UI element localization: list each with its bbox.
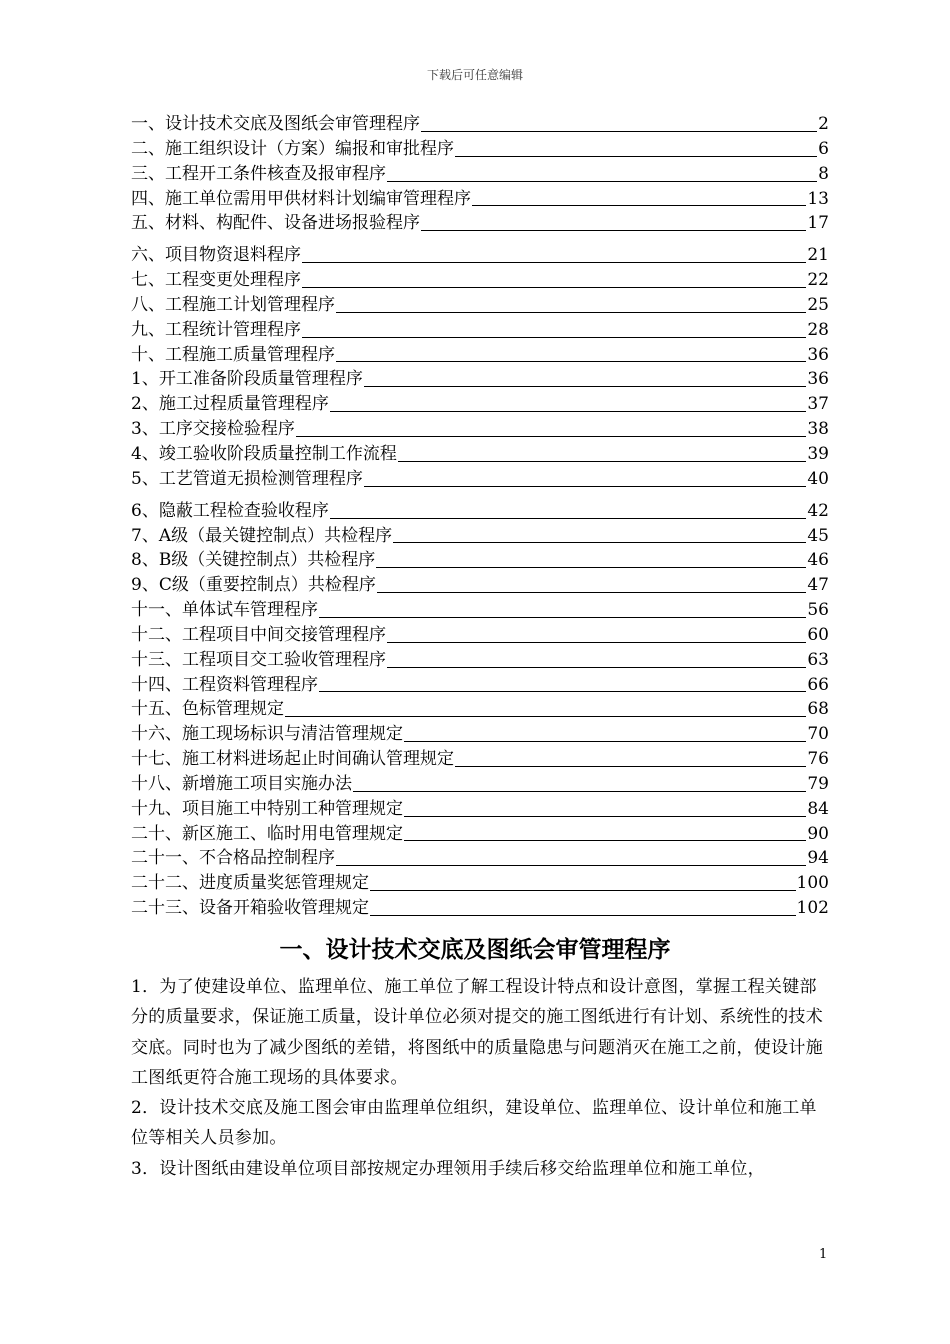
toc-entry[interactable]: [131, 871, 829, 896]
toc-entry-page: 84: [807, 798, 829, 819]
toc-leader-line: [353, 791, 806, 792]
toc-entry[interactable]: [131, 598, 829, 623]
toc-entry-page: 47: [807, 575, 829, 596]
toc-entry[interactable]: [131, 822, 829, 847]
toc-entry[interactable]: [131, 112, 829, 137]
toc-entry-page: 36: [807, 369, 829, 390]
toc-entry[interactable]: [131, 343, 829, 368]
toc-entry[interactable]: [131, 467, 829, 492]
toc-leader-line: [393, 542, 806, 543]
toc-entry-page: 22: [807, 270, 829, 291]
page-header: 下载后可任意编辑: [426, 68, 523, 82]
toc-leader-line: [364, 486, 807, 487]
toc-leader-line: [455, 156, 817, 157]
toc-leader-line: [421, 230, 806, 231]
toc-leader-line: [330, 411, 807, 412]
toc-entry[interactable]: [131, 722, 829, 747]
toc-leader-line: [398, 461, 807, 462]
toc-entry-page: 17: [807, 213, 829, 234]
toc-entry[interactable]: [131, 243, 829, 268]
toc-entry[interactable]: [131, 392, 829, 417]
toc-entry-title: 十四、工程资料管理程序: [131, 674, 318, 695]
toc-entry-title: 十八、新增施工项目实施办法: [131, 773, 352, 794]
toc-entry-title: 十九、项目施工中特别工种管理规定: [131, 798, 403, 819]
toc-entry-title: 十、工程施工质量管理程序: [131, 344, 335, 365]
toc-leader-line: [387, 642, 806, 643]
toc-entry-page: 45: [807, 525, 829, 546]
toc-entry[interactable]: [131, 442, 829, 467]
toc-leader-line: [387, 667, 806, 668]
toc-entry[interactable]: [131, 137, 829, 162]
toc-entry-title: 2、施工过程质量管理程序: [131, 394, 329, 415]
toc-entry-title: 二十一、不合格品控制程序: [131, 848, 335, 869]
toc-leader-line: [336, 312, 806, 313]
toc-leader-line: [302, 337, 806, 338]
toc-entry-title: 四、施工单位需用甲供材料计划编审管理程序: [131, 188, 471, 209]
toc-entry-page: 70: [807, 724, 829, 745]
toc-entry-title: 一、设计技术交底及图纸会审管理程序: [131, 114, 420, 134]
toc-leader-line: [377, 592, 807, 593]
toc-entry[interactable]: [131, 187, 829, 212]
toc-entry-page: 40: [807, 468, 829, 489]
toc-entry-title: 8、B级（关键控制点）共检程序: [131, 550, 376, 571]
toc-entry-title: 二十、新区施工、临时用电管理规定: [131, 823, 403, 844]
toc-entry-page: 38: [807, 419, 829, 440]
toc-leader-line: [330, 518, 807, 519]
toc-entry-page: 28: [807, 319, 829, 340]
toc-leader-line: [302, 287, 806, 288]
toc-leader-line: [387, 181, 817, 182]
toc-leader-line: [370, 890, 796, 891]
toc-entry-title: 十六、施工现场标识与清洁管理规定: [131, 724, 403, 745]
toc-entry-title: 五、材料、构配件、设备进场报验程序: [131, 213, 420, 234]
toc-entry-page: 60: [807, 624, 829, 645]
toc-entry-page: 66: [807, 674, 829, 695]
section-title: 一、设计技术交底及图纸会审管理程序: [279, 937, 671, 963]
toc-entry[interactable]: [131, 697, 829, 722]
toc-entry[interactable]: [131, 846, 829, 871]
toc-entry-page: 102: [796, 898, 829, 919]
body-paragraph: 1．为了使建设单位、监理单位、施工单位了解工程设计特点和设计意图，掌握工程关键部分的质量要求，保证施工质量，设计单位必须对提交的施工图纸进行有计划、系统性的技术交底。同时也为了减少图纸的差错，将图纸中的质量隐患与问题消灭在施工之前，使设计施工图纸更符合施工现场的具体要求。: [131, 977, 823, 1088]
toc-entry[interactable]: [131, 772, 829, 797]
toc-entry-title: 九、工程统计管理程序: [131, 319, 301, 340]
toc-entry-title: 七、工程变更处理程序: [131, 270, 301, 291]
toc-entry[interactable]: [131, 417, 829, 442]
toc-entry-page: 2: [818, 114, 829, 134]
body-paragraph: 3．设计图纸由建设单位项目部按规定办理领用手续后移交给监理单位和施工单位，: [131, 1158, 765, 1179]
toc-entry-title: 二十三、设备开箱验收管理规定: [131, 898, 369, 919]
toc-entry[interactable]: [131, 318, 829, 343]
toc-entry[interactable]: [131, 623, 829, 648]
toc-entry[interactable]: [131, 162, 829, 187]
toc-entry-page: 37: [807, 394, 829, 415]
toc-entry-page: 42: [807, 500, 829, 521]
toc-leader-line: [285, 716, 806, 717]
toc-entry-title: 十一、单体试车管理程序: [131, 600, 318, 621]
toc-entry-title: 1、开工准备阶段质量管理程序: [131, 369, 363, 390]
toc-leader-line: [336, 865, 806, 866]
toc-entry-title: 9、C级（重要控制点）共检程序: [131, 575, 376, 596]
toc-leader-line: [370, 915, 796, 916]
section-body: [131, 972, 831, 1184]
toc-entry[interactable]: [131, 367, 829, 392]
toc-entry-page: 63: [807, 649, 829, 670]
toc-entry[interactable]: [131, 797, 829, 822]
toc-leader-line: [302, 262, 806, 263]
toc-entry[interactable]: [131, 747, 829, 772]
toc-entry[interactable]: [131, 499, 829, 524]
toc-entry-title: 十三、工程项目交工验收管理程序: [131, 649, 386, 670]
toc-entry-title: 十二、工程项目中间交接管理程序: [131, 624, 386, 645]
table-of-contents: [131, 112, 829, 921]
toc-entry-title: 二、施工组织设计（方案）编报和审批程序: [131, 138, 454, 159]
toc-entry-page: 46: [807, 550, 829, 571]
toc-entry-page: 8: [818, 163, 829, 184]
toc-entry-title: 6、隐蔽工程检查验收程序: [131, 500, 329, 521]
toc-entry[interactable]: [131, 211, 829, 236]
toc-entry[interactable]: [131, 293, 829, 318]
toc-entry-page: 13: [807, 188, 829, 209]
toc-leader-line: [421, 131, 817, 132]
toc-entry-title: 八、工程施工计划管理程序: [131, 294, 335, 315]
toc-entry-title: 3、工序交接检验程序: [131, 419, 295, 440]
toc-entry-page: 68: [807, 699, 829, 720]
toc-entry[interactable]: [131, 573, 829, 598]
toc-entry-page: 56: [807, 600, 829, 621]
toc-entry-page: 36: [807, 344, 829, 365]
toc-leader-line: [455, 766, 806, 767]
toc-entry-page: 90: [807, 823, 829, 844]
toc-entry-title: 六、项目物资退料程序: [131, 245, 301, 266]
toc-entry-page: 21: [807, 245, 829, 266]
body-paragraph: 2．设计技术交底及施工图会审由监理单位组织，建设单位、监理单位、设计单位和施工单位等相关人员参加。: [131, 1098, 817, 1149]
toc-leader-line: [319, 691, 806, 692]
toc-leader-line: [404, 840, 806, 841]
page-number: 1: [819, 1247, 828, 1262]
toc-entry[interactable]: [131, 548, 829, 573]
toc-entry-title: 十五、色标管理规定: [131, 699, 284, 720]
toc-entry[interactable]: [131, 673, 829, 698]
toc-entry-page: 94: [807, 848, 829, 869]
toc-leader-line: [404, 816, 806, 817]
toc-entry[interactable]: [131, 524, 829, 549]
toc-entry[interactable]: [131, 896, 829, 921]
toc-entry-page: 25: [807, 294, 829, 315]
toc-entry[interactable]: [131, 268, 829, 293]
toc-entry-title: 三、工程开工条件核查及报审程序: [131, 163, 386, 184]
toc-leader-line: [472, 205, 806, 206]
toc-entry-title: 十七、施工材料进场起止时间确认管理规定: [131, 749, 454, 770]
toc-leader-line: [404, 741, 806, 742]
toc-leader-line: [319, 617, 806, 618]
toc-entry-page: 76: [807, 749, 829, 770]
toc-entry-page: 39: [807, 443, 829, 464]
toc-leader-line: [376, 567, 806, 568]
toc-entry-page: 6: [818, 138, 829, 159]
toc-entry-title: 4、竣工验收阶段质量控制工作流程: [131, 443, 397, 464]
toc-entry-page: 100: [796, 873, 829, 894]
toc-entry-title: 二十二、进度质量奖惩管理规定: [131, 873, 369, 894]
toc-leader-line: [364, 386, 807, 387]
toc-entry-page: 79: [807, 773, 829, 794]
toc-entry-title: 5、工艺管道无损检测管理程序: [131, 468, 363, 489]
toc-entry[interactable]: [131, 648, 829, 673]
toc-leader-line: [336, 361, 806, 362]
toc-entry-title: 7、A级（最关键控制点）共检程序: [131, 525, 393, 546]
toc-leader-line: [296, 436, 807, 437]
